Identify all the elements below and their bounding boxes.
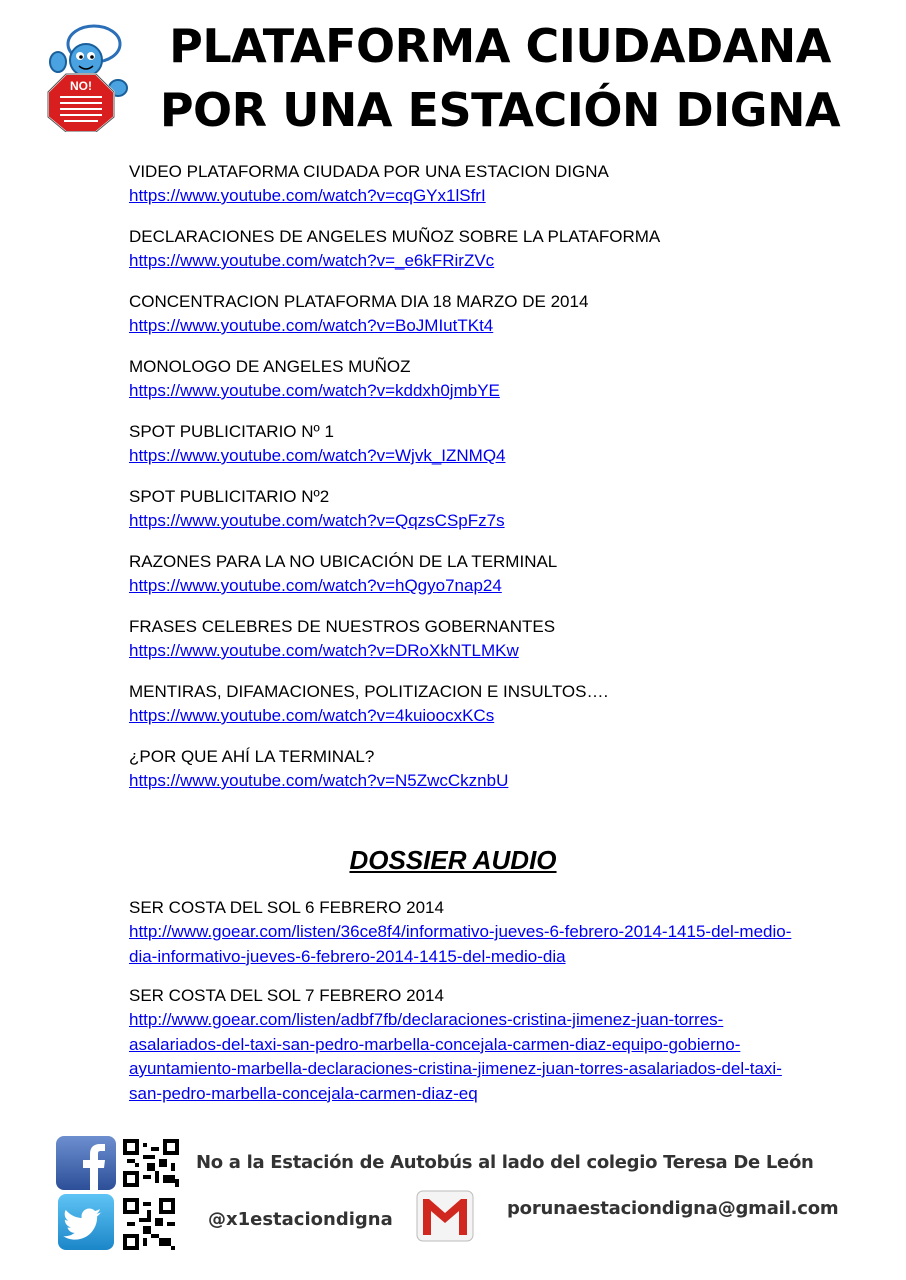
list-item xyxy=(129,896,819,969)
twitter-handle[interactable]: @x1estaciondigna xyxy=(208,1209,393,1230)
video-label: MONOLOGO DE ANGELES MUÑOZ xyxy=(129,357,411,376)
title-line-1: PLATAFORMA CIUDADANA xyxy=(169,19,831,73)
facebook-icon[interactable] xyxy=(56,1136,116,1190)
page-title xyxy=(150,14,850,142)
email-address[interactable]: porunaestaciondigna@gmail.com xyxy=(507,1198,839,1219)
audio-label: SER COSTA DEL SOL 6 FEBRERO 2014 xyxy=(129,898,444,917)
qr-code-icon xyxy=(123,1198,175,1250)
video-label: CONCENTRACION PLATAFORMA DIA 18 MARZO DE 2014 xyxy=(129,292,589,311)
logo-sign-text: NO! xyxy=(70,79,92,93)
audio-label: SER COSTA DEL SOL 7 FEBRERO 2014 xyxy=(129,986,444,1005)
video-link[interactable]: https://www.youtube.com/watch?v=Wjvk_IZNMQ4 xyxy=(129,446,506,465)
gmail-icon[interactable] xyxy=(415,1185,475,1245)
list-item xyxy=(129,615,819,663)
video-link[interactable]: https://www.youtube.com/watch?v=cqGYx1lSfrI xyxy=(129,186,486,205)
list-item xyxy=(129,745,819,793)
video-link[interactable]: https://www.youtube.com/watch?v=kddxh0jmbYE xyxy=(129,381,500,400)
audio-link[interactable]: http://www.goear.com/listen/36ce8f4/informativo-jueves-6-febrero-2014-1415-del-medio-dia-informativo-jueves-6-febrero-2014-1415-del-medio-dia xyxy=(129,922,792,966)
video-link[interactable]: https://www.youtube.com/watch?v=4kuioocxKCs xyxy=(129,706,495,725)
facebook-page-name[interactable]: No a la Estación de Autobús al lado del colegio Teresa De León xyxy=(196,1152,814,1173)
video-list xyxy=(129,160,819,810)
video-label: SPOT PUBLICITARIO Nº2 xyxy=(129,487,330,506)
video-label: RAZONES PARA LA NO UBICACIÓN DE LA TERMINAL xyxy=(129,552,558,571)
twitter-icon[interactable] xyxy=(58,1194,114,1250)
video-link[interactable]: https://www.youtube.com/watch?v=DRoXkNTLMKw xyxy=(129,641,519,660)
video-link[interactable]: https://www.youtube.com/watch?v=N5ZwcCkznbU xyxy=(129,771,509,790)
video-link[interactable]: https://www.youtube.com/watch?v=QqzsCSpFz7s xyxy=(129,511,505,530)
list-item xyxy=(129,355,819,403)
video-link[interactable]: https://www.youtube.com/watch?v=hQgyo7nap24 xyxy=(129,576,502,595)
video-link[interactable]: https://www.youtube.com/watch?v=_e6kFRirZVc xyxy=(129,251,495,270)
list-item xyxy=(129,485,819,533)
audio-section-heading: DOSSIER AUDIO xyxy=(349,845,557,875)
audio-list xyxy=(129,896,819,1121)
video-label: ¿POR QUE AHÍ LA TERMINAL? xyxy=(129,747,375,766)
qr-code-icon xyxy=(123,1138,179,1188)
video-label: SPOT PUBLICITARIO Nº 1 xyxy=(129,422,334,441)
list-item xyxy=(129,160,819,208)
list-item xyxy=(129,290,819,338)
list-item xyxy=(129,680,819,728)
list-item xyxy=(129,225,819,273)
footer xyxy=(0,1130,906,1280)
video-label: FRASES CELEBRES DE NUESTROS GOBERNANTES xyxy=(129,617,556,636)
list-item xyxy=(129,550,819,598)
video-label: DECLARACIONES DE ANGELES MUÑOZ SOBRE LA PLATAFORMA xyxy=(129,227,661,246)
video-link[interactable]: https://www.youtube.com/watch?v=BoJMIutTKt4 xyxy=(129,316,494,335)
smurf-logo-icon xyxy=(46,22,132,132)
list-item xyxy=(129,984,819,1106)
video-label: MENTIRAS, DIFAMACIONES, POLITIZACION E INSULTOS…. xyxy=(129,682,609,701)
audio-link[interactable]: http://www.goear.com/listen/adbf7fb/declaraciones-cristina-jimenez-juan-torres-asalariados-del-taxi-san-pedro-marbella-concejala-carmen-diaz-equipo-gobierno-ayuntamiento-marbella-declaraciones-cristina-jimenez-juan-torres-asalariados-del-taxi-san-pedro-marbella-concejala-carmen-diaz-eq xyxy=(129,1010,782,1103)
video-label: VIDEO PLATAFORMA CIUDADA POR UNA ESTACION DIGNA xyxy=(129,162,609,181)
title-line-2: POR UNA ESTACIÓN DIGNA xyxy=(159,83,841,137)
list-item xyxy=(129,420,819,468)
